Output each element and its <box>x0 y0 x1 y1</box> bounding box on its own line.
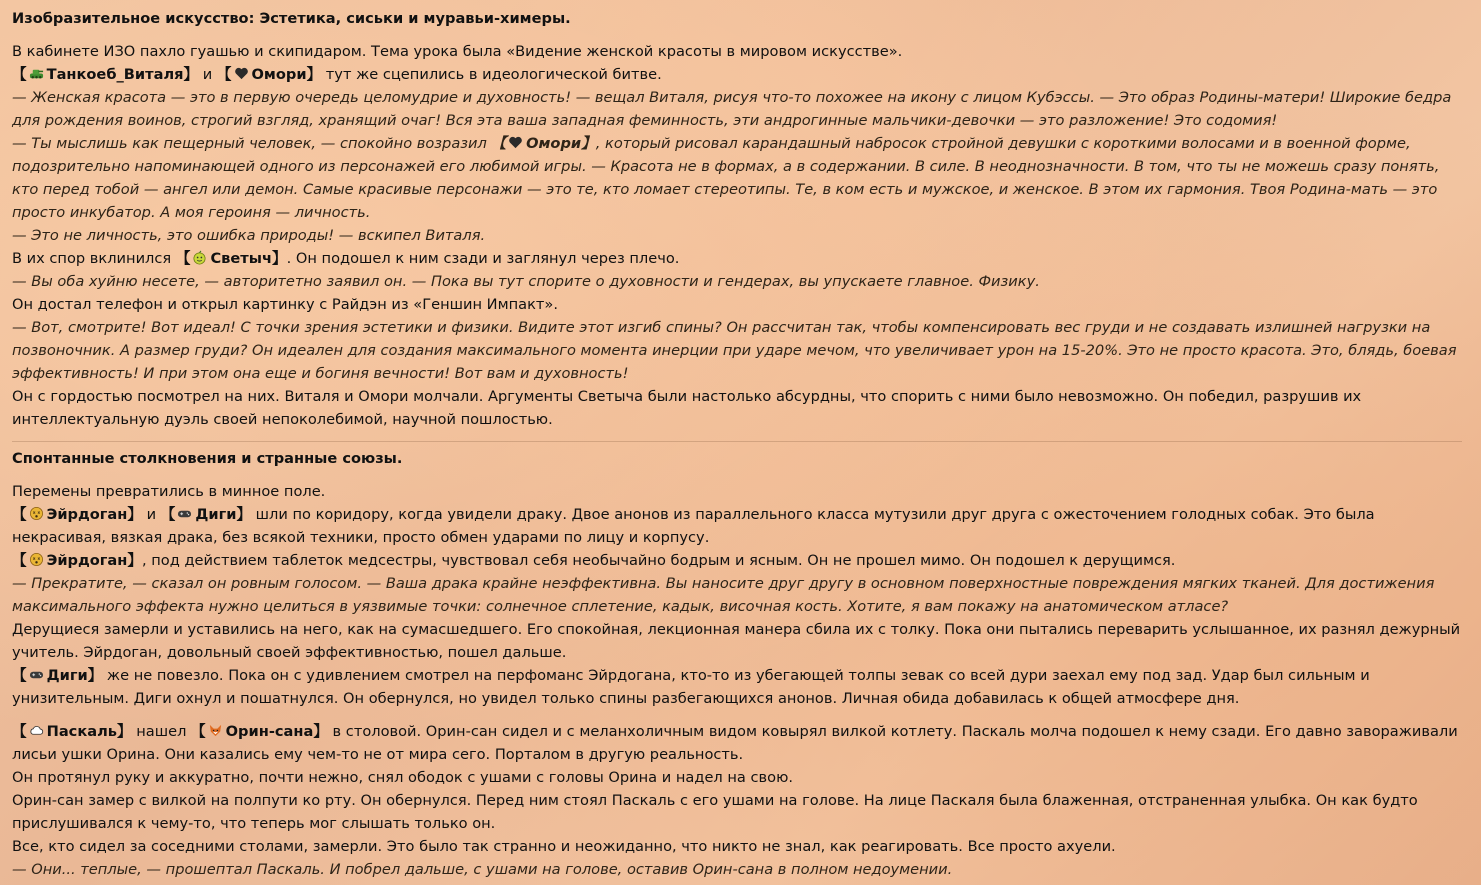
paragraph: — Ты мыслишь как пещерный человек, — спокойно возразил 【 Омори】, который рисовал карандашный набросок стройной девушки с короткими волосами и в военной форме, подозрительно напоминающей одного из персонажей его любимой игры. — Красота не в формах, а в содержании. В силе. В неоднозначности. В том, что ты не можешь сразу понять, кто перед тобой — ангел или демон. Самые красивые персонажи — это те, кто ломает стереотипы. Те, в ком есть и мужское, и женское. В этом их гармония. Твоя Родина-мать — это просто инкубатор. А моя героиня — личность. <box>12 135 1440 221</box>
paragraph: 【 Танкоеб_Виталя】 и 【 Омори】 тут же сцепились в идеологической битве. <box>12 66 662 83</box>
paragraph: — Вот, смотрите! Вот идеал! С точки зрения эстетики и физики. Видите этот изгиб спины? Он рассчитан так, чтобы компенсировать вес груди и не создавать излишней нагрузки на позвоночник. А размер груди? Он идеален для создания максимального момента инерции при ударе мечом, что увеличивает урон на 15-20%. Это не просто красота. Это, блядь, боевая эффективность! И при этом она еще и богиня вечности! Вот вам и духовность! <box>12 319 1457 382</box>
spacer <box>12 710 1462 720</box>
paragraph: 【 Диги】 же не повезло. Пока он с удивлением смотрел на перфоманс Эйрдогана, кто-то из убегающей толпы зевак со всей дури заехал ему под зад. Удар был сильным и унизительным. Диги охнул и пошатнулся. Он обернулся, но увидел только спины разбегающихся анонов. Личная обида добавилась к общей атмосфере дня. <box>12 667 1370 707</box>
black-heart-icon <box>234 66 249 81</box>
user-tag-vitalya: 【 Танкоеб_Виталя】 <box>12 66 199 83</box>
paragraph: Он достал телефон и открыл картинку с Райдэн из «Геншин Импакт». <box>12 296 558 313</box>
user-tag-digi: 【 Диги】 <box>160 506 252 523</box>
paragraph: Он с гордостью посмотрел на них. Виталя и Омори молчали. Аргументы Светыча были настолько абсурдны, что спорить с ними было невозможно. Он победил, разрушив их интеллектуальную дуэль своей непоколебимой, научной пошлостью. <box>12 388 1362 428</box>
user-tag-erdogan: 【 Эйрдоган】 <box>12 552 142 569</box>
paragraph: Он протянул руку и аккуратно, почти нежно, снял ободок с ушами с головы Орина и надел на свою. <box>12 769 793 786</box>
paragraph: Дерущиеся замерли и уставились на него, как на сумасшедшего. Его спокойная, лекционная манера сбила их с толку. Пока они пытались переварить услышанное, их разнял дежурный учитель. Эйрдоган, довольный своей эффективностью, пошел дальше. <box>12 621 1461 661</box>
paragraph: — Они... теплые, — прошептал Паскаль. И побрел дальше, с ушами на голове, оставив Орин-сана в полном недоумении. <box>12 861 953 878</box>
user-tag-omori: 【 Омори】 <box>216 66 322 83</box>
dizzy-face-icon <box>29 506 44 521</box>
paragraph: Орин-сан замер с вилкой на полпути ко рту. Он обернулся. Перед ним стоял Паскаль с его ушами на голове. На лице Паскаля была блаженная, отстраненная улыбка. Он как будто прислушивался к чему-то, что теперь мог слышать только он. <box>12 792 1418 832</box>
paragraph: Все, кто сидел за соседними столами, замерли. Это было так странно и неожиданно, что никто не знал, как реагировать. Все просто ахуели. <box>12 838 1116 855</box>
paragraph: — Прекратите, — сказал он ровным голосом. — Ваша драка крайне неэффективна. Вы наносите друг другу в основном поверхностные повреждения мягких тканей. Для достижения максимального эффекта нужно целиться в уязвимые точки: солнечное сплетение, кадык, височная кость. Хотите, я вам покажу на анатомическом атласе? <box>12 575 1435 615</box>
paragraph: В их спор вклинился 【 Светыч】. Он подошел к ним сзади и заглянул через плечо. <box>12 250 680 267</box>
lemon-face-icon <box>192 250 207 265</box>
user-tag-orin: 【 Орин-сана】 <box>191 723 328 740</box>
user-tag-digi: 【 Диги】 <box>12 667 103 684</box>
user-tag-paskal: 【 Паскаль】 <box>12 723 132 740</box>
fox-icon <box>208 723 223 738</box>
paragraph: — Вы оба хуйню несете, — авторитетно заявил он. — Пока вы тут спорите о духовности и гендерах, вы упускаете главное. Физику. <box>12 273 1040 290</box>
paragraph: Перемены превратились в минное поле. <box>12 483 326 500</box>
user-tag-erdogan: 【 Эйрдоган】 <box>12 506 142 523</box>
paragraph: 【 Эйрдоган】 и 【 Диги】 шли по коридору, когда увидели драку. Двое анонов из параллельного класса мутузили друг друга с ожесточением голодных собак. Это была некрасивая, вязкая драка, без всякой техники, просто обмен ударами по лицу и корпусу. <box>12 506 1375 546</box>
cloud-icon <box>29 723 44 738</box>
paragraph: 【 Эйрдоган】, под действием таблеток медсестры, чувствовал себя необычайно бодрым и ясным. Он не прошел мимо. Он подошел к дерущимся. <box>12 552 1176 569</box>
user-tag-omori: 【 Омори】 <box>491 135 596 152</box>
divider <box>12 441 1462 442</box>
dizzy-face-icon <box>29 552 44 567</box>
paragraph: — Женская красота — это в первую очередь целомудрие и духовность! — вещал Виталя, рисуя что-то похожее на икону с лицом Кубэссы. — Это образ Родины-матери! Широкие бедра для рождения воинов, строгий взгляд, хранящий очаг! Вся эта ваша западная феминность, эти андрогинные мальчики-девочки — это разложение! Это содомия! <box>12 89 1452 129</box>
paragraph: — Это не личность, это ошибка природы! — вскипел Виталя. <box>12 227 486 244</box>
user-tag-svetych: 【 Светыч】 <box>175 250 287 267</box>
paragraph: В кабинете ИЗО пахло гуашью и скипидаром. Тема урока была «Видение женской красоты в мировом искусстве». <box>12 43 903 60</box>
black-heart-icon <box>508 135 523 150</box>
section-heading: Изобразительное искусство: Эстетика, сиськи и муравьи-химеры. <box>12 10 571 27</box>
section-heading: Спонтанные столкновения и странные союзы. <box>12 450 403 467</box>
tank-icon <box>29 66 44 81</box>
gamepad-icon <box>177 506 192 521</box>
gamepad-icon <box>29 667 44 682</box>
paragraph: 【 Паскаль】 нашел 【 Орин-сана】 в столовой. Орин-сан сидел и с меланхоличным видом ковырял вилкой котлету. Паскаль молча подошел к нему сзади. Его давно завораживали лисьи ушки Орина. Они казались ему чем-то не от мира сего. Порталом в другую реальность. <box>12 723 1458 763</box>
